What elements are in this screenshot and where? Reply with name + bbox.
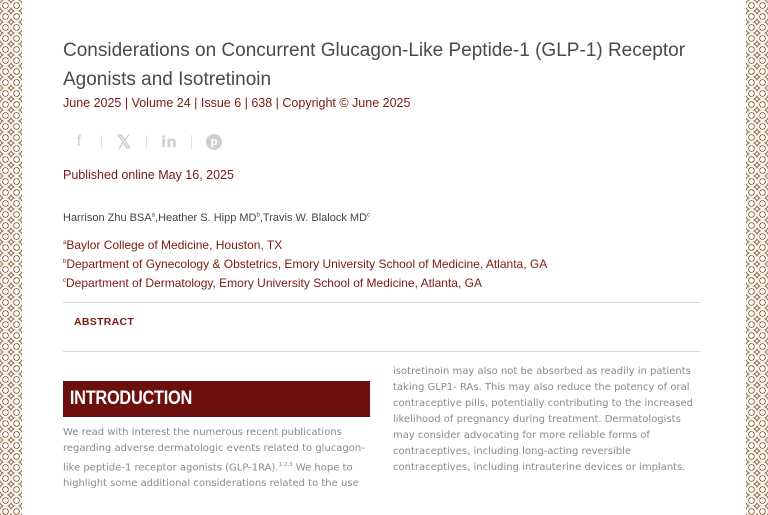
- decorative-border-right: [746, 0, 768, 515]
- share-divider: [191, 135, 192, 149]
- abstract-toggle[interactable]: ABSTRACT: [74, 316, 135, 328]
- introduction-right-column: isotretinoin may also not be absorbed as readily in patients taking GLP1- RAs. This may also reduce the potency of oral contraceptive pills, potentially contributing to the increased likelihood of pregnancy during treatment. Dermatologists may consider advocating for more reliable forms of contraceptives, including long-acting reversible contraceptives, including intrauterine devices or implants.: [393, 366, 693, 473]
- share-divider: [146, 135, 147, 149]
- x-icon[interactable]: 𝕏: [116, 131, 132, 152]
- introduction-heading: INTRODUCTION: [63, 381, 370, 417]
- pinterest-icon[interactable]: [198, 131, 230, 153]
- author[interactable]: Harrison Zhu BSA$^a$,: [63, 212, 159, 224]
- facebook-icon[interactable]: f: [76, 133, 82, 150]
- affiliation-b: $^b$Department of Gynecology & Obstetrics, Emory University School of Medicine, Atlanta, GA: [63, 257, 548, 271]
- published-date: Published online May 16, 2025: [63, 168, 234, 182]
- linkedin-icon[interactable]: in: [161, 133, 177, 151]
- share-bar: [63, 131, 230, 153]
- divider: [63, 351, 700, 352]
- introduction-left-column: We read with interest the numerous recent publications regarding adverse dermatologic events related to glucagon- like peptide-1 receptor agonists (GLP-1RA).$^{1,2,3}$ We hope to highlight some additional considerations related to the use: [63, 427, 365, 490]
- affiliation-a: $^a$Baylor College of Medicine, Houston, TX: [63, 238, 283, 252]
- issue-info: June 2025 | Volume 24 | Issue 6 | 638 | Copyright © June 2025: [63, 96, 411, 110]
- author[interactable]: Heather S. Hipp $MD^b$,: [158, 212, 263, 224]
- share-divider: [101, 135, 102, 149]
- affiliation-c: $^c$Department of Dermatology, Emory University School of Medicine, Atlanta, GA: [63, 276, 482, 290]
- author[interactable]: Travis W. Blalock $MD^c$: [262, 212, 371, 224]
- article-title: Considerations on Concurrent Glucagon-Like Peptide-1 (GLP-1) Receptor Agonists and Isotretinoin: [63, 40, 686, 90]
- author-list: [63, 212, 370, 224]
- decorative-border-left: [0, 0, 22, 515]
- pinterest-glyph: p: [206, 134, 222, 150]
- divider: [63, 302, 700, 303]
